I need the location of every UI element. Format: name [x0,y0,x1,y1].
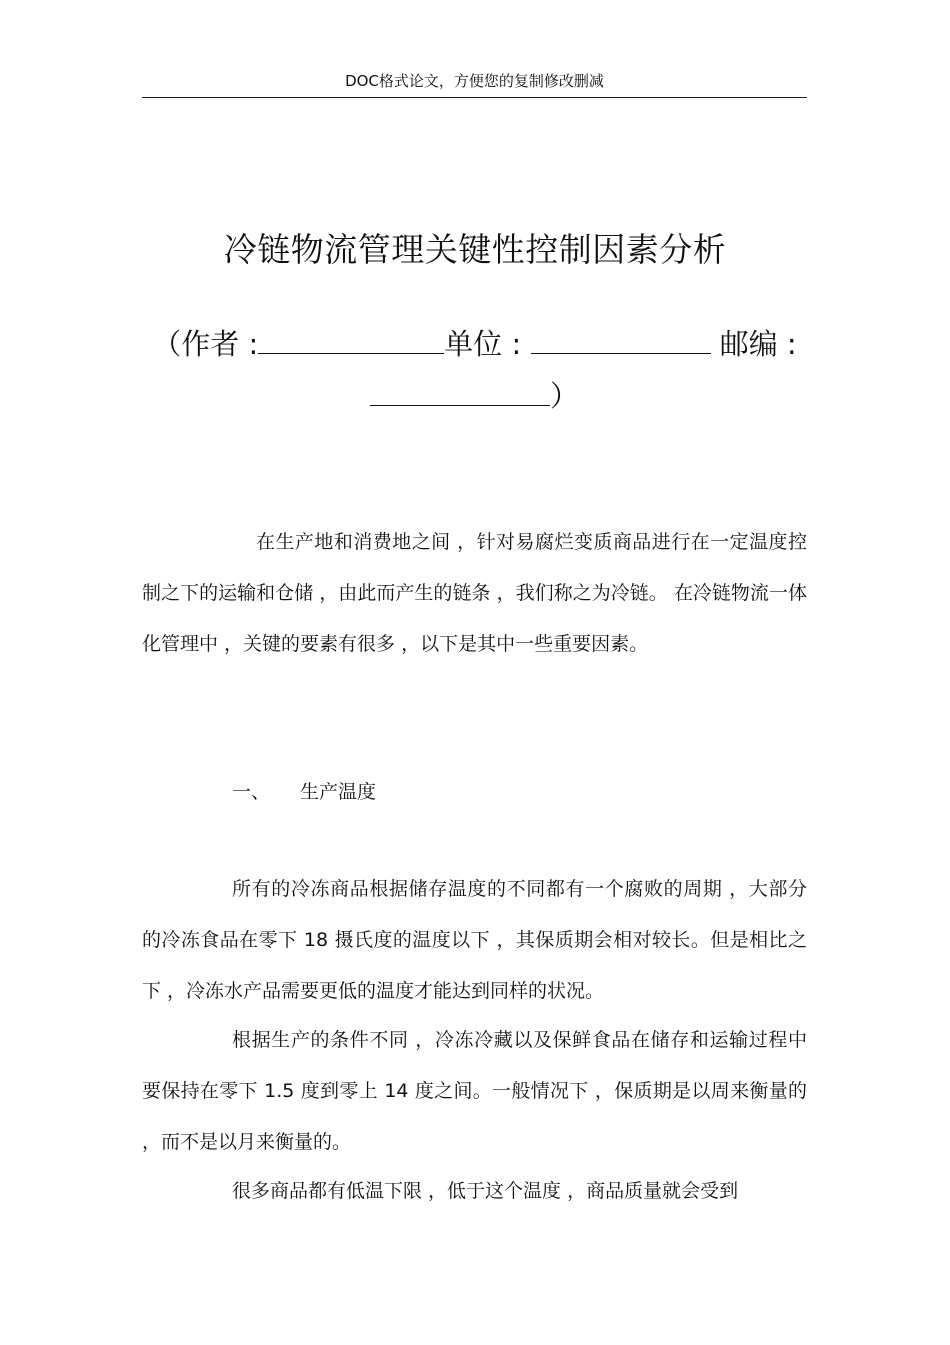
author-line [142,318,807,370]
section-number: 一、 [232,781,271,803]
body-paragraph: 很多商品都有低温下限 ，低于这个温度 ，商品质量就会受到 [232,1180,739,1202]
section-title: 生产温度 [300,781,377,803]
document-title: 冷链物流管理关键性控制因素分析 [223,230,727,269]
body-paragraph: 根据生产的条件不同 ，冷冻冷藏以及保鲜食品在储存和运输过程中要保持在零下 1.5 度到零上 14 度之间。一般情况下 ，保质期是以周来衡量的 ，而不是以月来衡量的。 [142,1029,807,1153]
intro-paragraph: 在生产地和消费地之间 ，针对易腐烂变质商品进行在一定温度控制之下的运输和仓储 ，由此而产生的链条 ，我们称之为冷链。 在冷链物流一体化管理中 ，关键的要素有很多 ，以下是其中一些重要因素。 [142,531,807,655]
body-paragraph: 所有的冷冻商品根据储存温度的不同都有一个腐败的周期 ，大部分的冷冻食品在零下 18 摄氏度的温度以下 ，其保质期会相对较长。但是相比之下 ，冷冻水产品需要更低的温度才能达到同样的状况。 [142,878,807,1002]
author-close: ） [549,379,579,413]
page-header: DOC格式论文，方便您的复制修改删减 [142,70,807,98]
section-heading [232,775,406,809]
author-label: （作者 : [152,327,259,361]
author-blank [258,319,444,354]
postcode-blank [370,371,550,406]
postcode-label: 邮编 : [719,327,797,361]
author-line-2 [142,370,807,422]
unit-label: 单位 : [444,327,522,361]
unit-blank [531,319,711,354]
